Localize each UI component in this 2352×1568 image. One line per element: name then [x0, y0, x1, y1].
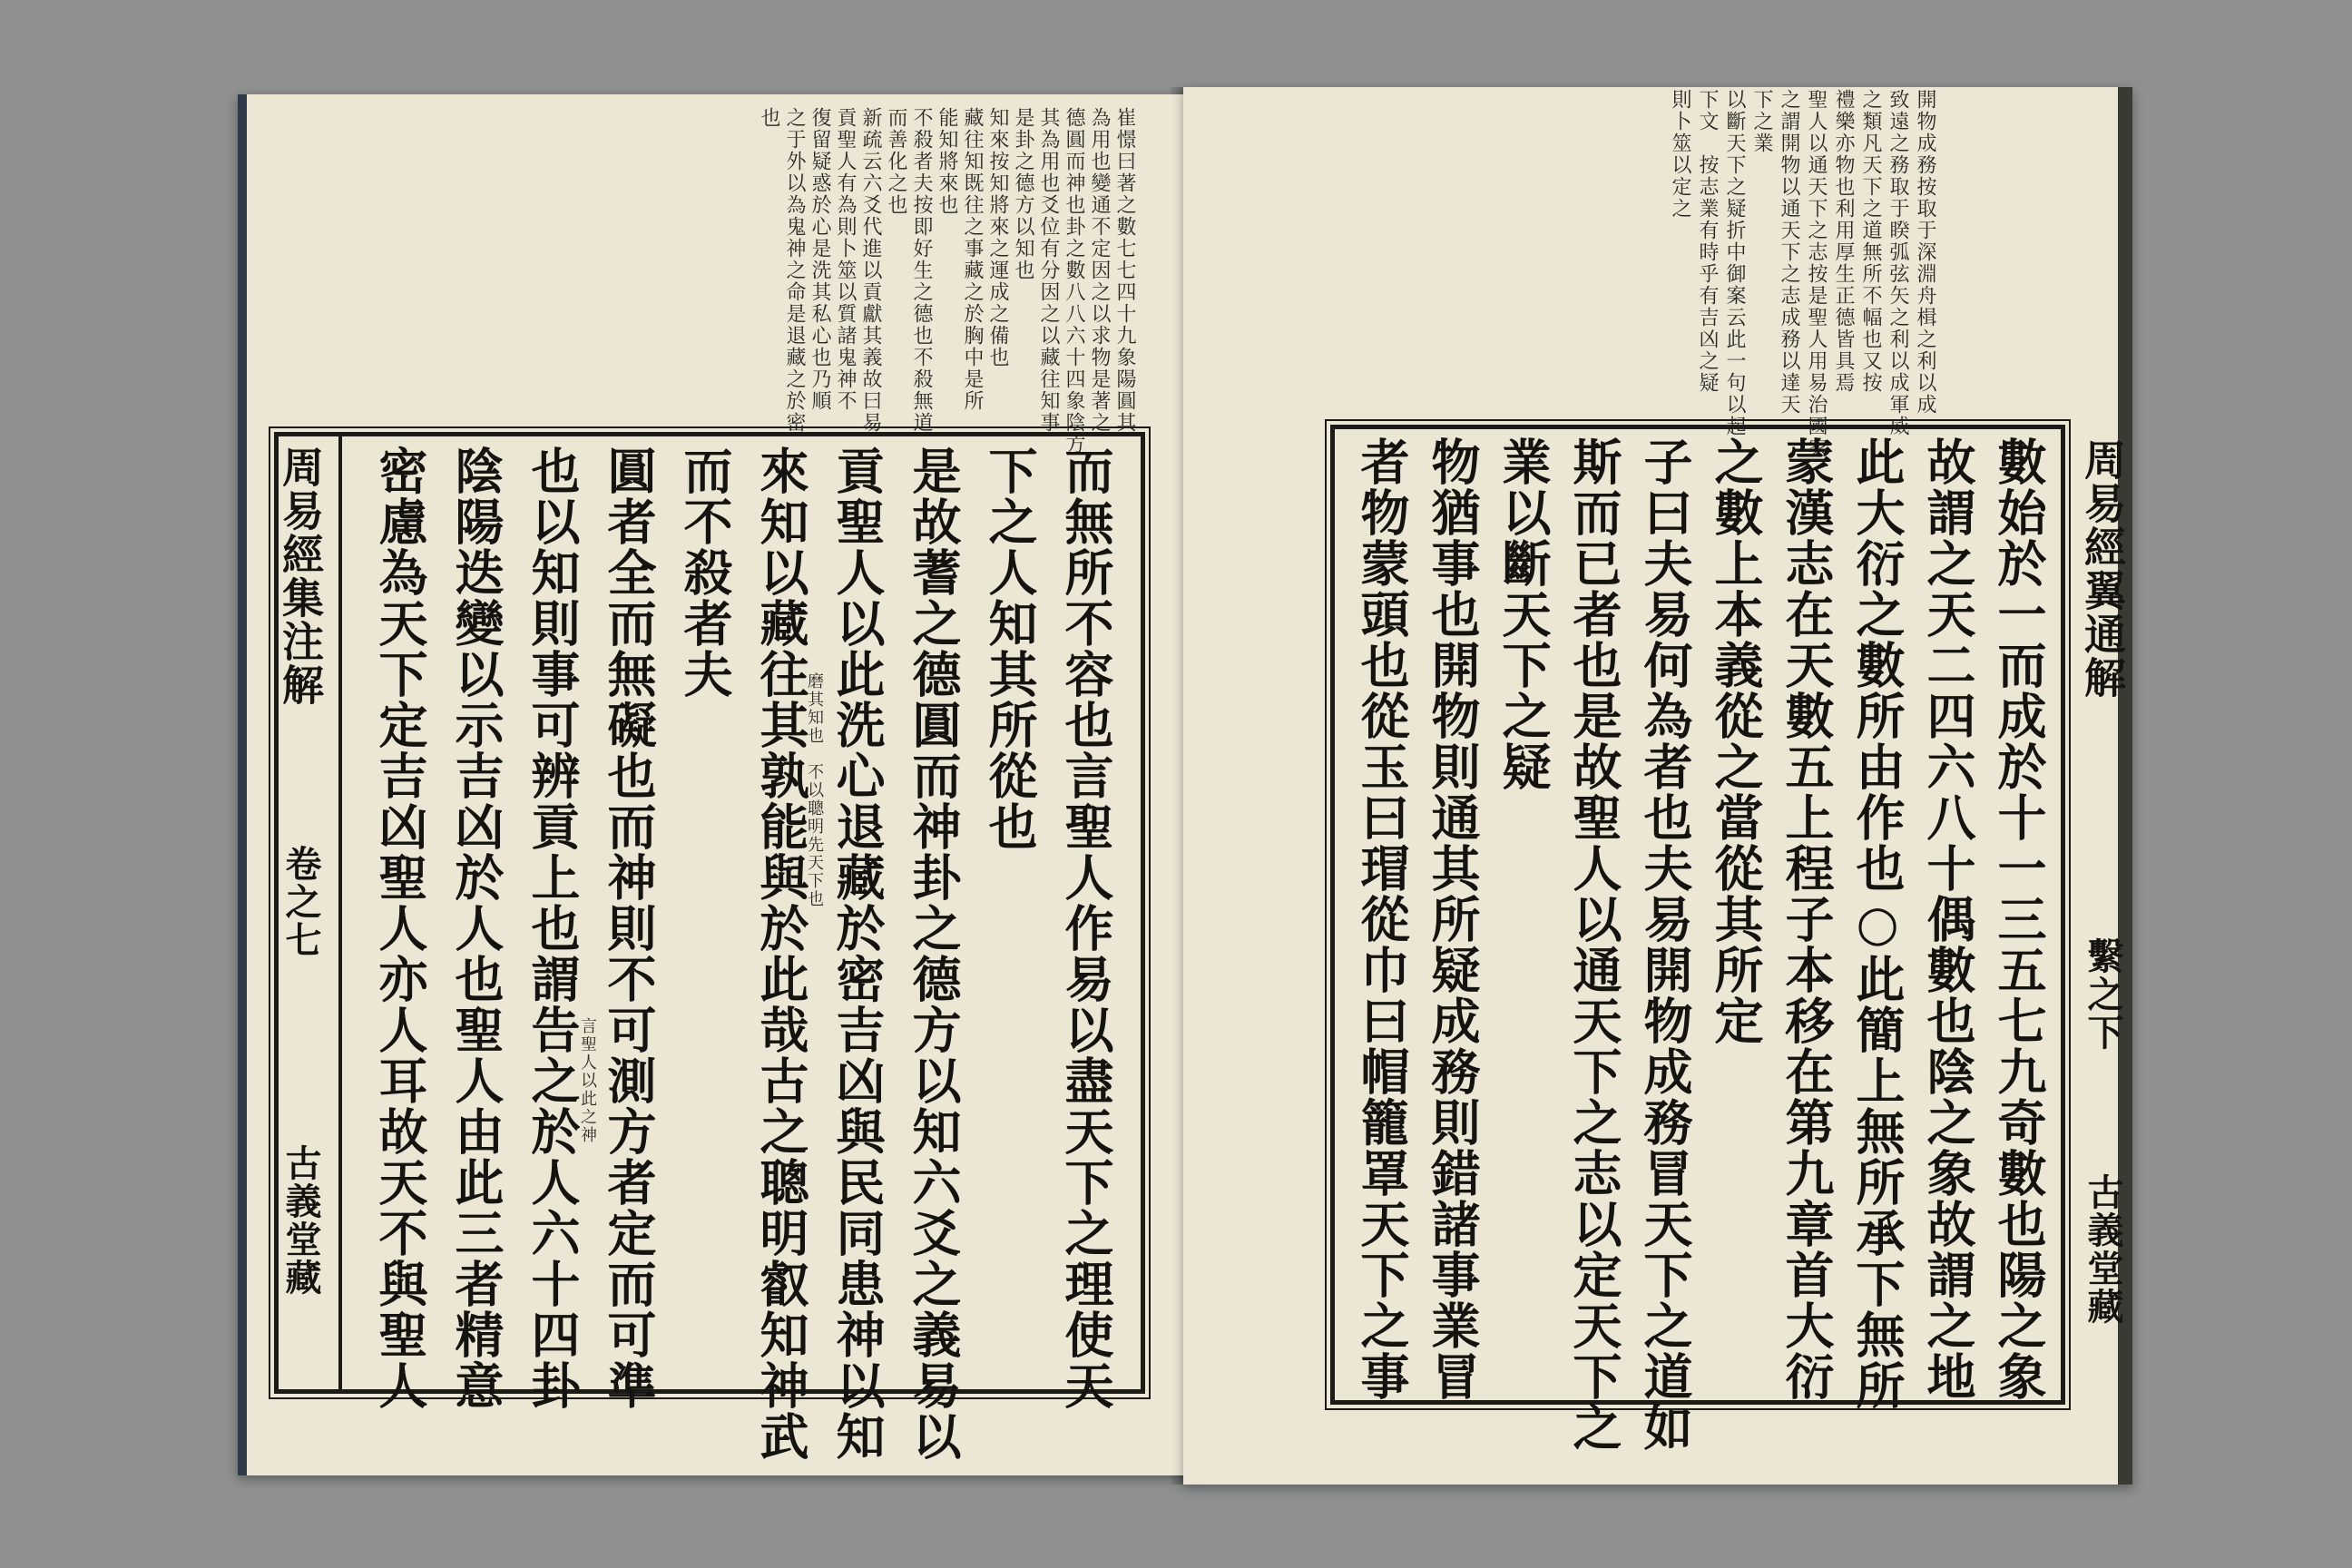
- left-headnotes: [247, 94, 1191, 456]
- headnote-column: 而善化之也: [885, 107, 907, 216]
- headnote-column: 其為用也爻位有分因之以藏往知事: [1037, 107, 1060, 434]
- main-text-column: 子曰夫易何為者也夫易開物成務冒天下之道如: [1636, 436, 1694, 1453]
- headnote-column: 為用也變通不定因之以求物是著之: [1088, 107, 1111, 434]
- headnote-column: 聖人以通天下之志按是聖人用易治國家: [1805, 89, 1828, 459]
- right-margin-title: 周易經翼通解: [2078, 438, 2127, 700]
- right-margin-leaf: 古義堂藏: [2082, 1173, 2124, 1326]
- headnote-column: 開物成務按取于深淵舟楫之利以成: [1914, 89, 1936, 416]
- main-text-column: 數始於一而成於十一三五七九奇數也陽之象: [1990, 436, 2048, 1402]
- main-text-column: 也以知則事可辨貢上也謂告之於人六十四卦: [524, 446, 582, 1411]
- inline-annotation: 磨其知也 不以聰明先天下也: [805, 672, 824, 908]
- inline-annotation: 言聖人以此之神: [578, 1017, 597, 1144]
- main-text-column: 下之人知其所從也: [981, 446, 1039, 852]
- main-text-column: 陰陽迭變以示吉凶於人也聖人由此三者精意: [447, 446, 505, 1411]
- left-margin-leaf: 古義堂藏: [279, 1144, 322, 1297]
- main-text-column: 蒙漢志在天數五上程子本移在第九章首大衍: [1778, 436, 1836, 1402]
- headnote-column: 貢聖人有為則卜筮以質諸鬼神不: [834, 107, 857, 412]
- headnote-column: 復留疑惑於心是洗其私心也乃順: [808, 107, 831, 412]
- headnote-column: 禮樂亦物也利用厚生正德皆具焉: [1832, 89, 1855, 394]
- headnote-column: 致遠之務取于睽弧弦矢之利以成軍威: [1886, 89, 1909, 437]
- left-margin-title: 周易經集注解: [276, 446, 325, 707]
- headnote-column: 則卜筮以定之: [1669, 89, 1691, 220]
- main-text-column: 貢聖人以此洗心退藏於密吉凶與民同患神以知: [828, 446, 887, 1462]
- left-margin-volume: 卷之七: [279, 845, 322, 959]
- headnote-column: 之謂開物以通天下之志成務以達天: [1778, 89, 1800, 416]
- main-text-column: 而無所不容也言聖人作易以盡天下之理使天: [1057, 446, 1115, 1411]
- main-text-column: 來知以藏往其孰能與於此哉古之聰明叡知神武: [752, 446, 810, 1462]
- main-text-column: 業以斷天下之疑: [1494, 436, 1553, 792]
- headnote-column: 以斷天下之疑折中御案云此一句以起: [1723, 89, 1746, 437]
- headnote-column: 不殺者夫按即好生之德也不殺無道: [910, 107, 933, 434]
- main-text-column: 之數上本義從之當從其所定: [1707, 436, 1765, 1046]
- main-text-column: 物猶事也開物則通其所疑成務則錯諸事業冒: [1424, 436, 1482, 1402]
- headnote-column: 知來按知將來之運成之備也: [986, 107, 1009, 368]
- left-text-frame: [274, 432, 1145, 1462]
- headnote-column: 德圓而神也卦之數八八六十四象陰方: [1063, 107, 1085, 456]
- headnote-column: 下文 按志業有時乎有吉凶之疑: [1696, 89, 1719, 394]
- right-margin-volume: 繫之下: [2082, 937, 2124, 1052]
- headnote-column: 下之業: [1750, 89, 1773, 154]
- main-text-column: 圓者全而無礙也而神則不可測方者定而可準: [600, 446, 658, 1411]
- right-page: [1183, 87, 2132, 1485]
- headnote-column: 也: [758, 107, 780, 129]
- main-text-column: 是故蓍之德圓而神卦之德方以知六爻之義易以: [905, 446, 963, 1462]
- main-text-column: 密慮為天下定吉凶聖人亦人耳故天不與聖人: [371, 446, 429, 1411]
- headnote-column: 崔憬曰著之數七七四十九象陽圓其: [1113, 107, 1136, 434]
- left-page: [238, 94, 1191, 1475]
- main-text-column: 故謂之天二四六八十偶數也陰之象故謂之地: [1919, 436, 1977, 1402]
- main-text-column: 者物蒙頭也從玉曰瑁從巾曰帽籠罩天下之事: [1353, 436, 1411, 1402]
- left-page-center-rule: [338, 436, 342, 1389]
- main-text-column: 而不殺者夫: [676, 446, 734, 700]
- main-text-column: 斯而已者也是故聖人以通天下之志以定天下之: [1565, 436, 1623, 1453]
- right-headnotes: [1183, 87, 2118, 459]
- headnote-column: 之于外以為鬼神之命是退藏之於密: [783, 107, 806, 434]
- right-text-frame: [1330, 425, 2127, 1453]
- headnote-column: 藏往知既往之事藏之於胸中是所: [961, 107, 984, 412]
- headnote-column: 新疏云六爻代進以貢獻其義故曰易: [859, 107, 882, 434]
- main-text-column: 此大衍之數所由作也○此簡上無所承下無所: [1848, 436, 1906, 1411]
- headnote-column: 是卦之德方以知也: [1012, 107, 1034, 281]
- headnote-column: 能知將來也: [936, 107, 958, 216]
- headnote-column: 之類凡天下之道無所不幅也又按: [1859, 89, 1882, 394]
